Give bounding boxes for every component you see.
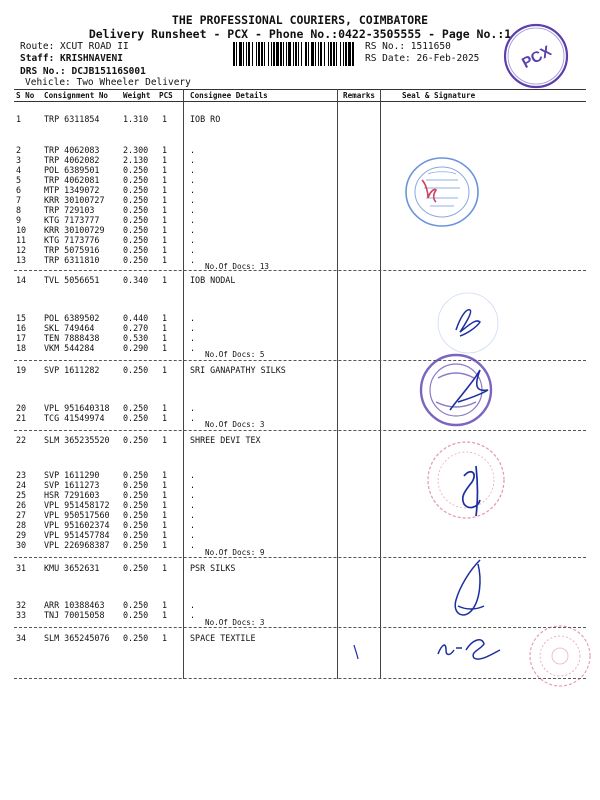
row-7-sno: 7 [16,195,22,205]
row-34-sno: 34 [16,633,27,643]
barcode-bar [324,42,325,66]
row-7-pcs: 1 [162,195,168,205]
barcode-bar [273,42,275,66]
row-2-pcs: 1 [162,145,168,155]
row-32-consignee-details: . [190,600,196,610]
row-1-sno: 1 [16,114,22,124]
barcode-bar [328,42,329,66]
row-22-consignment-number: SLM 365235520 [44,435,110,445]
row-13-sno: 13 [16,255,27,265]
barcode-bar [345,42,347,66]
row-10-pcs: 1 [162,225,168,235]
row-5-weight: 0.250 [123,175,149,185]
row-25-sno: 25 [16,490,27,500]
row-23-consignee-details: . [190,470,196,480]
row-9-sno: 9 [16,215,22,225]
row-1-pcs: 1 [162,114,168,124]
row-1-consignment-number: TRP 6311854 [44,114,100,124]
barcode-bar [288,42,291,66]
staff-label: Staff: KRISHNAVENI [20,53,123,64]
row-17-consignee-details: . [190,333,196,343]
barcode-bar [318,42,319,66]
column-header-weight: Weight [123,91,151,100]
row-30-consignee-details: . [190,540,196,550]
row-34-weight: 0.250 [123,633,149,643]
row-16-pcs: 1 [162,323,168,333]
row-15-pcs: 1 [162,313,168,323]
row-23-sno: 23 [16,470,27,480]
row-2-consignee-details: . [190,145,196,155]
row-32-weight: 0.250 [123,600,149,610]
row-1-weight: 1.310 [123,114,149,124]
row-14-consignee-details: IOB NODAL [190,275,236,285]
row-12-consignment-number: TRP 5075916 [44,245,100,255]
row-21-consignment-number: TCG 41549974 [44,413,105,423]
row-10-consignment-number: KRR 30100729 [44,225,105,235]
row-19-sno: 19 [16,365,27,375]
row-14-consignment-number: TVL 5056651 [44,275,100,285]
barcode-bar [330,42,332,66]
row-12-consignee-details: . [190,245,196,255]
barcode-bar [261,42,263,66]
row-32-consignment-number: ARR 10388463 [44,600,105,610]
row-21-sno: 21 [16,413,27,423]
row-18-sno: 18 [16,343,27,353]
group-separator [14,430,586,431]
column-divider-seal [380,89,381,679]
row-25-consignment-number: HSR 7291603 [44,490,100,500]
row-2-consignment-number: TRP 4062083 [44,145,100,155]
row-27-pcs: 1 [162,510,168,520]
barcode-bar [333,42,335,66]
row-11-pcs: 1 [162,235,168,245]
row-14-weight: 0.340 [123,275,149,285]
row-29-consignment-number: VPL 951457784 [44,530,110,540]
barcode-bar [320,42,322,66]
row-24-consignee-details: . [190,480,196,490]
row-13-weight: 0.250 [123,255,149,265]
barcode-bar [239,42,242,66]
row-14-pcs: 1 [162,275,168,285]
pcx-stamp [500,20,572,92]
remarks-tick-mark [350,643,362,661]
row-18-weight: 0.290 [123,343,149,353]
row-31-weight: 0.250 [123,563,149,573]
row-16-weight: 0.270 [123,323,149,333]
row-2-weight: 2.300 [123,145,149,155]
barcode-bar [343,42,344,66]
row-2-sno: 2 [16,145,22,155]
row-9-consignment-number: KTG 7173777 [44,215,100,225]
row-21-pcs: 1 [162,413,168,423]
row-6-consignee-details: . [190,185,196,195]
row-8-pcs: 1 [162,205,168,215]
drs-number: DRS No.: DCJB15116S001 [20,66,146,77]
shree-devi-tex-seal [418,436,518,526]
row-10-consignee-details: . [190,225,196,235]
space-textile-signature [432,628,516,668]
row-24-sno: 24 [16,480,27,490]
row-19-pcs: 1 [162,365,168,375]
row-33-weight: 0.250 [123,610,149,620]
group-separator [14,678,586,679]
row-16-sno: 16 [16,323,27,333]
row-26-sno: 26 [16,500,27,510]
barcode-bar [336,42,337,66]
space-textile-seal [526,620,594,692]
barcode-bar [280,42,282,66]
row-30-weight: 0.250 [123,540,149,550]
row-28-weight: 0.250 [123,520,149,530]
row-13-consignee-details: . [190,255,196,265]
row-18-consignment-number: VKM 544284 [44,343,95,353]
row-1-consignee-details: IOB RO [190,114,221,124]
row-25-consignee-details: . [190,490,196,500]
row-9-weight: 0.250 [123,215,149,225]
rs-date: RS Date: 26-Feb-2025 [365,53,480,64]
row-30-consignment-number: VPL 226968387 [44,540,110,550]
table-top-border [14,89,586,90]
row-11-sno: 11 [16,235,27,245]
row-4-pcs: 1 [162,165,168,175]
barcode-bar [268,42,269,66]
no-of-docs-group-1: No.Of Docs: 13 [205,262,270,271]
row-29-consignee-details: . [190,530,196,540]
row-13-consignment-number: TRP 6311810 [44,255,100,265]
row-30-sno: 30 [16,540,27,550]
row-22-weight: 0.250 [123,435,149,445]
barcode-bar [276,42,279,66]
row-11-consignee-details: . [190,235,196,245]
barcode-bar [271,42,272,66]
barcode-bar [243,42,244,66]
row-32-pcs: 1 [162,600,168,610]
row-26-weight: 0.250 [123,500,149,510]
row-12-weight: 0.250 [123,245,149,255]
row-22-pcs: 1 [162,435,168,445]
row-8-sno: 8 [16,205,22,215]
row-34-consignment-number: SLM 365245076 [44,633,110,643]
row-8-consignment-number: TRP 729103 [44,205,95,215]
row-15-sno: 15 [16,313,27,323]
barcode [233,42,355,66]
column-header-remarks: Remarks [343,91,376,100]
row-31-consignee-details: PSR SILKS [190,563,236,573]
row-33-consignment-number: TNJ 70015058 [44,610,105,620]
signature-2 [432,290,504,356]
route-label: Route: XCUT ROAD II [20,41,129,52]
bank-seal-signature-1 [400,152,496,232]
row-25-weight: 0.250 [123,490,149,500]
barcode-bar [252,42,253,66]
row-17-pcs: 1 [162,333,168,343]
row-20-consignment-number: VPL 951640318 [44,403,110,413]
barcode-bar [311,42,314,66]
row-27-consignee-details: . [190,510,196,520]
row-20-pcs: 1 [162,403,168,413]
row-12-pcs: 1 [162,245,168,255]
row-11-consignment-number: KTG 7173776 [44,235,100,245]
row-16-consignment-number: SKL 749464 [44,323,95,333]
group-separator [14,557,586,558]
row-34-pcs: 1 [162,633,168,643]
row-21-weight: 0.250 [123,413,149,423]
row-10-sno: 10 [16,225,27,235]
document-subtitle: Delivery Runsheet - PCX - Phone No.:0422-3505555 - Page No.:1 [88,27,512,41]
row-13-pcs: 1 [162,255,168,265]
row-12-sno: 12 [16,245,27,255]
row-3-pcs: 1 [162,155,168,165]
row-15-consignee-details: . [190,313,196,323]
row-11-weight: 0.250 [123,235,149,245]
row-18-consignee-details: . [190,343,196,353]
row-8-consignee-details: . [190,205,196,215]
row-23-consignment-number: SVP 1611290 [44,470,100,480]
row-6-weight: 0.250 [123,185,149,195]
barcode-bar [248,42,250,66]
row-26-pcs: 1 [162,500,168,510]
row-7-consignment-number: KRR 30100727 [44,195,105,205]
row-5-sno: 5 [16,175,22,185]
row-18-pcs: 1 [162,343,168,353]
barcode-bar [233,42,235,66]
column-header-sno: S No [16,91,35,100]
row-14-sno: 14 [16,275,27,285]
row-21-consignee-details: . [190,413,196,423]
pcx-stamp-text: PCX [519,42,555,73]
row-7-weight: 0.250 [123,195,149,205]
row-9-pcs: 1 [162,215,168,225]
row-22-sno: 22 [16,435,27,445]
row-33-pcs: 1 [162,610,168,620]
row-4-sno: 4 [16,165,22,175]
row-29-weight: 0.250 [123,530,149,540]
column-header-consignment: Consignment No [44,91,109,100]
column-divider-consignee [183,89,184,679]
barcode-bar [298,42,299,66]
row-27-weight: 0.250 [123,510,149,520]
row-17-sno: 17 [16,333,27,343]
row-24-pcs: 1 [162,480,168,490]
row-3-consignee-details: . [190,155,196,165]
row-19-weight: 0.250 [123,365,149,375]
row-10-weight: 0.250 [123,225,149,235]
row-33-consignee-details: . [190,610,196,620]
group-separator [14,270,586,271]
row-15-weight: 0.440 [123,313,149,323]
barcode-bar [236,42,237,66]
row-7-consignee-details: . [190,195,196,205]
row-27-sno: 27 [16,510,27,520]
barcode-bar [286,42,287,66]
barcode-bar [283,42,284,66]
row-17-consignment-number: TEN 7888438 [44,333,100,343]
barcode-bar [295,42,297,66]
row-3-weight: 2.130 [123,155,149,165]
row-31-sno: 31 [16,563,27,573]
row-29-sno: 29 [16,530,27,540]
row-31-consignment-number: KMU 3652631 [44,563,100,573]
no-of-docs-group-2: No.Of Docs: 5 [205,350,265,359]
ganapathy-silks-seal [410,348,506,430]
row-20-weight: 0.250 [123,403,149,413]
barcode-bar [256,42,257,66]
row-24-consignment-number: SVP 1611273 [44,480,100,490]
barcode-bar [348,42,351,66]
row-5-consignment-number: TRP 4062081 [44,175,100,185]
row-17-weight: 0.530 [123,333,149,343]
row-5-consignee-details: . [190,175,196,185]
row-6-consignment-number: MTP 1349072 [44,185,100,195]
row-28-sno: 28 [16,520,27,530]
barcode-bar [301,42,302,66]
row-22-consignee-details: SHREE DEVI TEX [190,435,261,445]
barcode-bar [315,42,316,66]
barcode-bar [264,42,265,66]
row-33-sno: 33 [16,610,27,620]
row-4-consignee-details: . [190,165,196,175]
row-4-consignment-number: POL 6389501 [44,165,100,175]
barcode-bar [352,42,354,66]
row-3-consignment-number: TRP 4062082 [44,155,100,165]
column-header-seal-signature: Seal & Signature [402,91,476,100]
row-5-pcs: 1 [162,175,168,185]
row-24-weight: 0.250 [123,480,149,490]
row-32-sno: 32 [16,600,27,610]
no-of-docs-group-4: No.Of Docs: 9 [205,548,265,557]
document-title: THE PROFESSIONAL COURIERS, COIMBATORE [171,13,429,27]
row-27-consignment-number: VPL 950517560 [44,510,110,520]
row-28-consignment-number: VPL 951602374 [44,520,110,530]
row-6-pcs: 1 [162,185,168,195]
row-19-consignee-details: SRI GANAPATHY SILKS [190,365,286,375]
barcode-bar [340,42,341,66]
row-29-pcs: 1 [162,530,168,540]
row-19-consignment-number: SVP 1611282 [44,365,100,375]
no-of-docs-group-3: No.Of Docs: 3 [205,420,265,429]
table-header-border [14,101,586,102]
row-6-sno: 6 [16,185,22,195]
row-26-consignee-details: . [190,500,196,510]
rs-number: RS No.: 1511650 [365,41,451,52]
barcode-bar [258,42,260,66]
row-9-consignee-details: . [190,215,196,225]
column-header-consignee: Consignee Details [190,91,268,100]
row-28-consignee-details: . [190,520,196,530]
barcode-bar [308,42,309,66]
barcode-bar [305,42,307,66]
row-15-consignment-number: POL 6389502 [44,313,100,323]
column-header-pcs: PCS [159,91,173,100]
barcode-bar [293,42,294,66]
psr-silks-signature [440,556,500,626]
row-25-pcs: 1 [162,490,168,500]
row-26-consignment-number: VPL 951458172 [44,500,110,510]
column-divider-remarks [337,89,338,679]
row-4-weight: 0.250 [123,165,149,175]
row-30-pcs: 1 [162,540,168,550]
row-16-consignee-details: . [190,323,196,333]
row-8-weight: 0.250 [123,205,149,215]
row-20-consignee-details: . [190,403,196,413]
row-23-weight: 0.250 [123,470,149,480]
row-3-sno: 3 [16,155,22,165]
row-20-sno: 20 [16,403,27,413]
no-of-docs-group-5: No.Of Docs: 3 [205,618,265,627]
vehicle-label: Vehicle: Two Wheeler Delivery [25,77,191,88]
row-34-consignee-details: SPACE TEXTILE [190,633,256,643]
row-23-pcs: 1 [162,470,168,480]
row-31-pcs: 1 [162,563,168,573]
barcode-bar [246,42,247,66]
row-28-pcs: 1 [162,520,168,530]
